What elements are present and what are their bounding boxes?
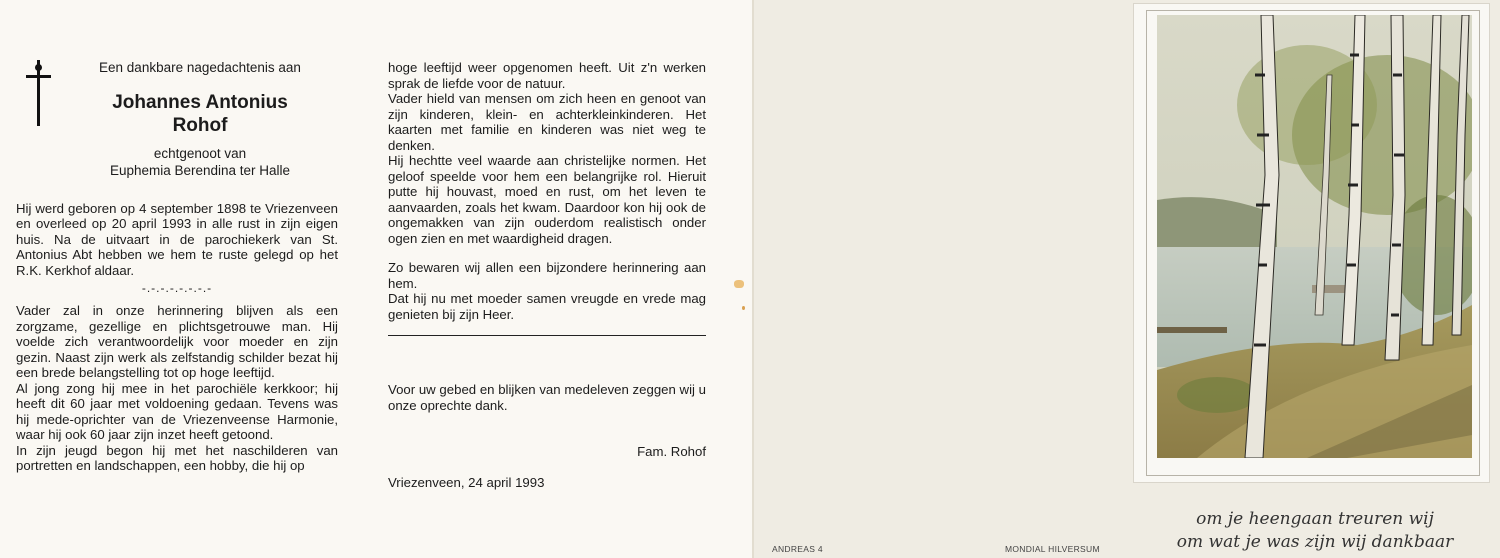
spouse-block	[70, 145, 330, 179]
verse-line-1: om je heengaan treuren wij	[1196, 509, 1434, 529]
deceased-name	[70, 91, 330, 137]
thanks-paragraph: Voor uw gebed en blijken van medeleven zeggen wij u onze oprechte dank.	[388, 382, 706, 413]
memory-paragraph: Vader zal in onze herinnering blijven als een zorgzame, gezellige en plichtsgetrouwe man. Hij voelde zich verantwoordelijk voor moeder en zijn gezin. Naast zijn werk als zelfstandig schilder bezat hij een brede belangstelling tot op hoge leeftijd.	[16, 303, 338, 380]
memorial-intro: Een dankbare nagedachtenis aan	[99, 60, 301, 75]
separator: -.-.-.-.-.-.-.-	[141, 281, 213, 295]
place-date: Vriezenveen, 24 april 1993	[388, 474, 545, 490]
printer-name: MONDIAL HILVERSUM	[1005, 544, 1100, 554]
verse	[1130, 508, 1500, 554]
print-code: ANDREAS 4	[772, 544, 823, 554]
verse-line-2: om wat je was zijn wij dankbaar	[1176, 532, 1454, 552]
col2-paragraph-4: Zo bewaren wij allen een bijzondere herinnering aan hem.	[388, 260, 706, 291]
name-line-2: Rohof	[172, 114, 228, 136]
col2-paragraph-2: Vader hield van mensen om zich heen en genoot van zijn kinderen, klein- en achterkleinkinderen. Het kaarten met familie en kinderen was niet weg te denken.	[388, 91, 706, 153]
paper-stain-small	[742, 306, 745, 310]
fold-line	[752, 0, 754, 558]
name-line-1: Johannes Antonius	[112, 91, 288, 113]
divider-rule	[388, 335, 706, 336]
right-column	[388, 60, 706, 490]
choir-paragraph: Al jong zong hij mee in het parochiële kerkkoor; hij heeft dit 60 jaar met voldoening gedaan. Tevens was hij mede-oprichter van de Vriezenveense Harmonie, waar hij ook 60 jaar zijn inzet heeft getoond.	[16, 380, 338, 442]
col2-paragraph-3: Hij hechtte veel waarde aan christelijke normen. Het geloof speelde voor hem een belangrijke rol. Hieruit putte hij houvast, moed en rust, om het leven te aanvaarden, zoals het kwam. Daardoor kon hij ook de ongemakken van zijn ouderdom realistisch onder ogen zien en met waardigheid dragen.	[388, 153, 706, 246]
left-column	[16, 60, 338, 474]
spouse-label: echtgenoot van	[153, 145, 247, 161]
col2-paragraph-1: hoge leeftijd weer opgenomen heeft. Uit z'n werken sprak de liefde voor de natuur.	[388, 60, 706, 91]
spouse-name: Euphemia Berendina ter Halle	[109, 162, 291, 178]
col2-paragraph-5: Dat hij nu met moeder samen vreugde en vrede mag genieten bij zijn Heer.	[388, 291, 706, 322]
birth-death-paragraph: Hij werd geboren op 4 september 1898 te Vriezenveen en overleed op 20 april 1993 in alle rust in zijn eigen huis. Na de uitvaart in de parochiekerk van St. Antonius Abt hebben we hem te ruste gelegd op het R.K. Kerkhof aldaar.	[16, 200, 338, 278]
painting-paragraph: In zijn jeugd begon hij met het naschilderen van portretten en landschappen, een hobby, die hij op	[16, 442, 338, 473]
family-signature: Fam. Rohof	[637, 444, 706, 459]
paper-stain	[734, 280, 744, 288]
birch-lake-photo	[1157, 15, 1472, 458]
